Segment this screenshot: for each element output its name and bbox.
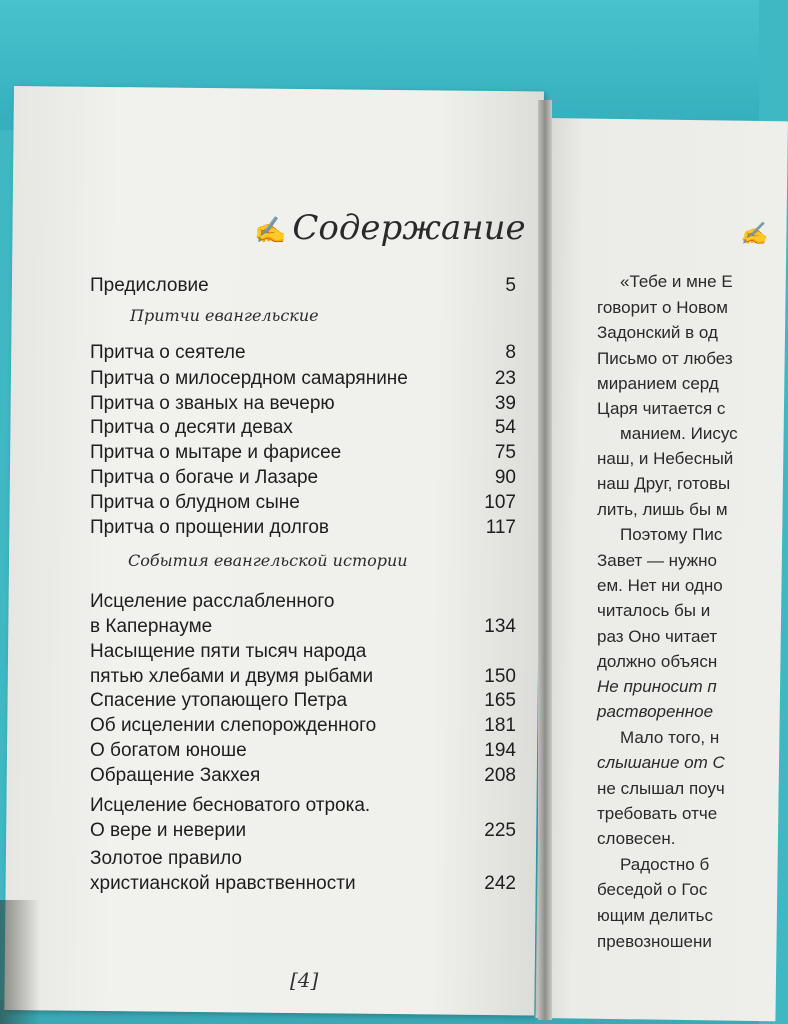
toc-entry-label: христианской нравственности (90, 873, 356, 894)
toc-entry-label: Притча о мытаре и фарисее (90, 442, 342, 463)
right-page-line: превозношени (597, 932, 712, 951)
toc-entry[interactable] (90, 491, 516, 515)
right-page-line: наш Друг, готовы (597, 474, 731, 493)
toc-entry-label: О вере и неверии (90, 820, 247, 841)
right-page-line: раз Оно читает (597, 627, 718, 646)
toc-entry[interactable] (90, 416, 516, 440)
toc-entry[interactable] (90, 689, 516, 713)
toc-entry-label: Притча о десяти девах (90, 417, 293, 438)
toc-entry-page: 194 (484, 740, 516, 761)
right-page-line: Мало того, н (620, 728, 720, 747)
toc-entry-label: Золотое правило (90, 848, 242, 869)
right-page-line: Радостно б (620, 855, 710, 874)
toc-entry-page: 75 (494, 442, 516, 463)
book-gutter (538, 100, 552, 1020)
toc-entry-label: Притча о блудном сыне (90, 492, 300, 513)
toc-entry-label: Об исцелении слепорожденного (90, 715, 377, 736)
toc-entry-label: Притча о прощении долгов (90, 517, 330, 538)
toc-entry[interactable] (90, 441, 516, 465)
toc-entry-page: 150 (484, 666, 516, 687)
right-page-line: беседой о Гос (597, 880, 708, 899)
toc-entry-label: в Капернауме (90, 616, 213, 637)
toc-entry-preface[interactable] (90, 274, 516, 298)
toc-entry[interactable] (90, 639, 516, 689)
right-page-line: манием. Иисус (620, 424, 738, 443)
toc-entry-page: 54 (494, 417, 516, 438)
toc-entry-label: пятью хлебами и двумя рыбами (90, 666, 374, 687)
toc-entry[interactable] (90, 793, 516, 843)
toc-entry[interactable] (90, 589, 516, 639)
right-page-line: Завет — нужно (597, 551, 717, 570)
right-page-line: лить, лишь бы м (597, 500, 728, 519)
toc-entry-label: Обращение Закхея (90, 765, 261, 786)
toc-entry-page: 39 (494, 393, 516, 414)
toc-entry-page: 134 (484, 616, 516, 637)
right-page-line: растворенное (597, 702, 714, 721)
toc-entry-label: Притча о богаче и Лазаре (90, 467, 319, 488)
toc-entry-label: Исцеление бесноватого отрока. (90, 795, 371, 816)
quill-icon: ✍ (254, 216, 287, 246)
right-page-line: миранием серд (597, 374, 719, 393)
toc-entry-page: 23 (494, 368, 516, 389)
right-page-line: Письмо от любез (597, 349, 733, 368)
toc-entry[interactable] (90, 714, 516, 738)
right-page-line: наш, и Небесный (597, 449, 734, 468)
shadow (0, 900, 40, 1024)
section-heading-events: События евангельской истории (128, 551, 408, 570)
right-page-line: «Тебе и мне Е (620, 272, 733, 291)
section-heading-parables: Притчи евангельские (130, 306, 319, 325)
right-page-line: не слышал поуч (597, 779, 725, 798)
toc-entry-label: О богатом юноше (90, 740, 247, 761)
toc-entry-page: 165 (484, 690, 516, 711)
toc-entry[interactable] (90, 341, 516, 365)
toc-entry-page: 181 (484, 715, 516, 736)
right-page-line: должно объясн (597, 652, 718, 671)
right-page-line: требовать отче (597, 804, 718, 823)
toc-entry-page: 5 (505, 275, 516, 296)
quill-icon: ✍ (740, 222, 768, 247)
toc-entry-label: Притча о милосердном самарянине (90, 368, 408, 389)
toc-entry-label: Спасение утопающего Петра (90, 690, 348, 711)
page-number: [4] (290, 968, 319, 992)
toc-title (254, 208, 524, 248)
toc-entry[interactable] (90, 739, 516, 763)
toc-entry-page: 8 (505, 342, 516, 363)
right-page-line: ющим делитьс (597, 906, 714, 925)
toc-entry-label: Предисловие (90, 275, 209, 296)
right-page-line: читалось бы и (597, 601, 711, 620)
right-page-line: Царя читается с (597, 399, 726, 418)
right-page-line: слышание от С (597, 753, 725, 772)
right-page-line: Не приносит п (597, 677, 717, 696)
right-page-line: Задонский в од (597, 323, 718, 342)
toc-entry-page: 90 (494, 467, 516, 488)
toc-entry[interactable] (90, 367, 516, 391)
toc-entry-label: Притча о званых на вечерю (90, 393, 335, 414)
toc-entry-label: Притча о сеятеле (90, 342, 246, 363)
right-page-line: говорит о Новом (597, 298, 728, 317)
toc-entry[interactable] (90, 466, 516, 490)
toc-entry-page: 208 (484, 765, 516, 786)
right-page-line: ем. Нет ни одно (597, 576, 723, 595)
toc-entry-page: 107 (484, 492, 516, 513)
right-page-line: словесен. (597, 829, 676, 848)
toc-title-text: Содержание (292, 208, 526, 248)
toc-entry[interactable] (90, 764, 516, 788)
toc-entry-page: 225 (484, 820, 516, 841)
toc-entry[interactable] (90, 516, 516, 540)
toc-entry-label: Насыщение пяти тысяч народа (90, 641, 367, 662)
toc-entry-page: 242 (484, 873, 516, 894)
right-page-line: Поэтому Пис (620, 525, 723, 544)
toc-entry[interactable] (90, 846, 516, 896)
toc-entry-page: 117 (485, 517, 516, 538)
toc-entry-label: Исцеление расслабленного (90, 591, 335, 612)
toc-entry[interactable] (90, 392, 516, 416)
